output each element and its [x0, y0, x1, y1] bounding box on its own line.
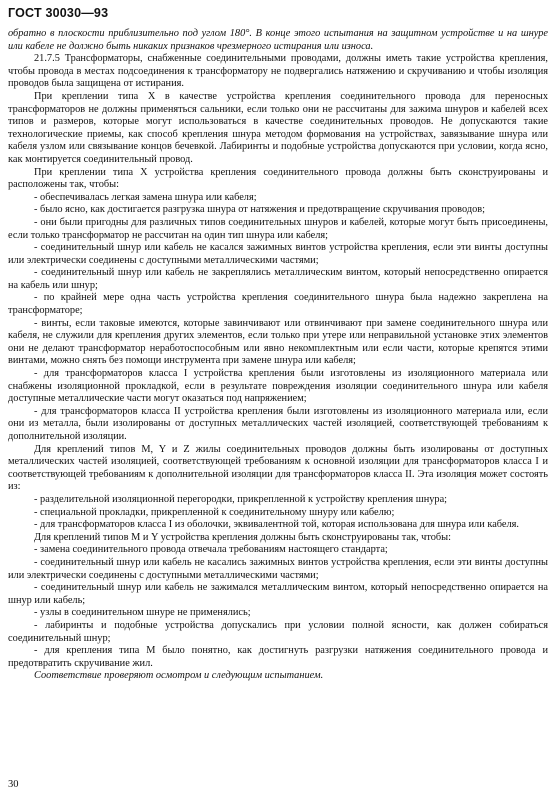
list-item: - для трансформаторов класса I устройства крепления были изготовлены из изоляционного материала или снабжены изоляционной прокладкой, если в результате повреждения изоляции соединительного шнура или кабеля доступные металлические части могут оказаться под напряжением;: [8, 368, 548, 405]
list-item: - они были пригодны для различных типов соединительных шнуров и кабелей, которые могут быть присоединены, если только трансформатор не рассчитан на один тип шнура или кабеля;: [8, 216, 548, 241]
list-item: - соединительный шнур или кабель не касались зажимных винтов устройства крепления, если эти винты доступны или электрически соединены с доступными металлическими частями;: [8, 556, 548, 581]
paragraph: обратно в плоскости приблизительно под углом 180°. В конце этого испытания на защитном устройстве и на шнуре или кабеле не должно быть никаких признаков чрезмерного истирания или износа.: [8, 28, 548, 52]
list-item: - специальной прокладки, прикрепленной к соединительному шнуру или кабелю;: [34, 506, 395, 518]
list-item: - разделительной изоляционной перегородки, прикрепленной к устройству крепления шнура;: [34, 493, 448, 505]
list-item: - замена соединительного провода отвечала требованиям настоящего стандарта;: [34, 544, 388, 556]
list-item: - винты, если таковые имеются, которые завинчивают или отвинчивают при замене соединительного шнура или кабеля, не служили для крепления других элементов, если только при утере или неправильной установке этих элементов они не делают трансформатор неработоспособным или явно некомплектным или если части, которые крепятся этими винтами, можно снять без помощи инструмента при замене шнура или кабеля;: [8, 317, 548, 367]
paragraph: Для креплений типов M и Y устройства крепления должны быть сконструированы так, чтобы:: [34, 531, 451, 543]
paragraph: При креплении типа X устройства крепления соединительного провода должны быть сконструированы и расположены так, чтобы:: [8, 166, 548, 191]
list-item: - по крайней мере одна часть устройства крепления соединительного шнура была надежно закреплена на трансформаторе;: [8, 292, 548, 317]
list-item: - для крепления типа M было понятно, как достигнуть разгрузки натяжения соединительного провода и предотвратить скручивание жил.: [8, 645, 548, 669]
list-item: - соединительный шнур или кабель не зажимался металлическим винтом, который непосредственно опирается на шнур или кабель;: [8, 582, 548, 606]
list-item: - узлы в соединительном шнуре не применялись;: [34, 607, 251, 619]
list-item: - для трансформаторов класса II устройства крепления были изготовлены из изоляционного материала или, если они из металла, были изолированы от доступных металлических частей изоляцией, соответствующей требованиям к дополнительной изоляции.: [8, 405, 548, 442]
list-item: - соединительный шнур или кабель не закреплялись металлическим винтом, который непосредственно опирается на кабель или шнур;: [8, 267, 548, 291]
list-item: - было ясно, как достигается разгрузка шнура от натяжения и предотвращение скручивания проводов;: [34, 204, 486, 216]
paragraph: Для креплений типов M, Y и Z жилы соединительных проводов должны быть изолированы от доступных металлических частей изоляцией, соответствующей требованиям к основной изоляции для трансформаторов класса I и соответствующей требованиям к дополнительной изоляции для трансформаторов класса II. Эта изоляция может состоять из:: [8, 443, 548, 493]
list-item: - для трансформаторов класса I из оболочки, эквивалентной той, которая использована для шнура или кабеля.: [34, 519, 520, 531]
list-item: - соединительный шнур или кабель не касался зажимных винтов устройства крепления, если эти винты доступны или электрически соединены с доступными металлическими частями;: [8, 242, 548, 266]
document-body: [8, 28, 548, 683]
list-item: - обеспечивалась легкая замена шнура или кабеля;: [34, 191, 257, 203]
page-header: ГОСТ 30030—93: [8, 6, 109, 20]
paragraph: 21.7.5 Трансформаторы, снабженные соединительными проводами, должны иметь такие устройства крепления, чтобы провода в местах подсоединения к трансформатору не подвергались натяжению и скручиванию и чтобы изоляция проводов была защищена от истирания.: [8, 53, 548, 90]
paragraph: При креплении типа X в качестве устройства крепления соединительного провода для переносных трансформаторов не должны применяться сальники, если только они не рассчитаны для зажима шнуров и кабелей всех типов и размеров, которые могут использоваться в качестве соединительных проводов. Не допускаются такие технологические приемы, как способ крепления шнура методом формования на устройствах, завязывание шнура или кабеля узлом или связывание концов бечевкой. Лабиринты и подобные устройства допускаются при условии, когда ясно, как монтируется соединительный провод.: [8, 90, 548, 165]
paragraph: Соответствие проверяют осмотром и следующим испытанием.: [34, 670, 324, 682]
page-number: 30: [8, 779, 19, 790]
list-item: - лабиринты и подобные устройства допускались при условии полной ясности, как должен собираться соединительный шнур;: [8, 619, 548, 644]
